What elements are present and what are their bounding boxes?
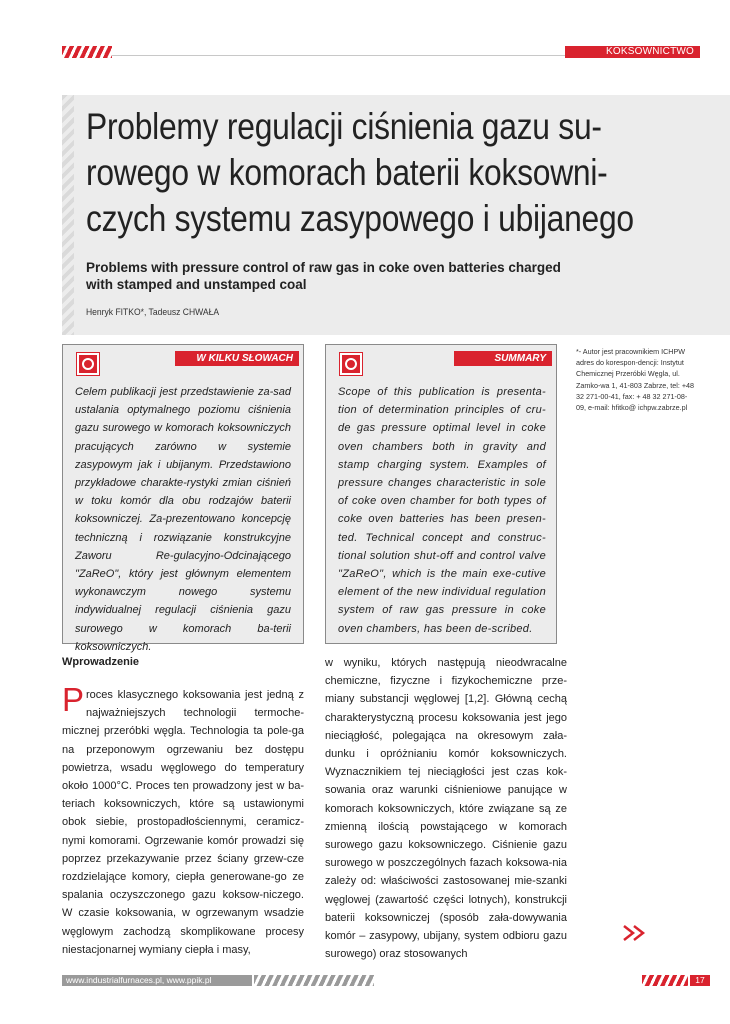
body-column-2: [325, 654, 567, 963]
journal-logo-icon: [77, 353, 99, 375]
section-tag: KOKSOWNICTWO: [565, 46, 700, 58]
title-band-stripes: [62, 95, 74, 335]
abstract-pl-text: Celem publikacji jest przedstawienie za-sad ustalania optymalnego poziomu ciśnienia gazu surowego w komorach koksowniczych pracujących zarówno w systemie zasypowym jak i ubijanym. Przedstawiono przykładowe charakte-rystyki zmian ciśnień w toku komór dla obu rodzajów baterii koksowniczej. Za-prezentowano koncepcję techniczną i rozwiązanie konstrukcyjne Zaworu Re-gulacyjno-Odcinającego "ZaReO", który jest głównym elementem wykonawczym nowego systemu indywidualnej regulacji ciśnienia gazu surowego w komorach ba-terii koksowniczych.: [75, 386, 291, 653]
title-line-2: rowego w komorach baterii koksowni-: [86, 152, 608, 193]
article-subtitle: [86, 259, 606, 293]
footer-hatch-decoration: [254, 975, 374, 986]
title-line-3: czych systemu zasypowego i ubijanego: [86, 198, 634, 239]
abstract-pl-heading: W KILKU SŁOWACH: [175, 351, 299, 366]
continue-arrow-icon: [622, 924, 650, 942]
footer-red-hatch-decoration: [642, 975, 688, 986]
abstract-en-text: Scope of this publication is presenta-tion of determination principles of cru-de gas pressure optimal level in coke oven chambers both in gravity and stamp charging system. Examples of pressure changes characteristic in sole of coke oven chamber for both types of coke oven batteries has been presen-ted. Technical concept and construc-tional solution shut-off and control valve "ZaReO", which is the main exe-cutive element of the new individual regulation system of raw gas pressure in coke oven chambers, has been de-scribed.: [338, 386, 546, 635]
authors: Henryk FITKO*, Tadeusz CHWAŁA: [86, 307, 220, 318]
journal-logo-icon: [340, 353, 362, 375]
header-hatch-decoration: [62, 46, 112, 58]
subtitle-line-2: with stamped and unstamped coal: [86, 277, 307, 292]
drop-cap: P: [62, 681, 85, 718]
body-column-2-text: w wyniku, których następują nieodwracalne chemiczne, fizyczne i fizykochemiczne prze-miany substancji węglowej [1,2]. Główną cechą charakterystyczną procesu koksowania jest jego nieciągłość, polegająca na okresowym zała-dunku i opróżnianiu komór koksowniczych. Wyznacznikiem tej nieciągłości jest czas kok-sowania oraz warunki ciśnieniowe panujące w komorach koksowniczych, które związane są ze zmienną ilością powstającego w komorach surowego gazu koksowniczego. Ciśnienie gazu surowego w poszczególnych fazach koksowa-nia zależy od: właściwości zastosowanej mie-szanki węglowej (zawartość części lotnych), konstrukcji baterii koksowniczej (sposób zała-dowywania komór – zasypowy, ubijany, system odbioru gazu surowego) oraz stosowanych: [325, 657, 567, 961]
body-column-1-text: roces klasycznego koksowania jest jedną z najważniejszych technologii termoche-micznej przeróbki węgla. Technologia ta pole-ga na przeponowym ogrzewaniu bez dostępu powietrza, wsadu węglowego do temperatury około 1000°C. Proces ten prowadzony jest w ba-teriach koksowniczych, które są ustawionymi obok siebie, prostopadłościennymi, ceramicz-nymi komorami. Ogrzewanie komór prowadzi się poprzez przekazywanie przez ściany grzew-cze rozdzielające komory, ciepła generowane-go ze spalania oczyszczonego gazu koksow-niczego. W czasie koksowania, w ogrzewanym wsadzie węglowym zachodzą skomplikowane procesy niestacjonarnej wymiany ciepła i masy,: [62, 689, 304, 956]
footer-urls[interactable]: www.industrialfurnaces.pl, www.ppik.pl: [66, 975, 212, 985]
page-number: 17: [695, 975, 705, 985]
abstract-en-box: [325, 344, 557, 644]
subtitle-line-1: Problems with pressure control of raw gas in coke oven batteries charged: [86, 260, 561, 275]
abstract-en-heading: SUMMARY: [454, 351, 552, 366]
section-heading: Wprowadzenie: [62, 656, 140, 668]
abstract-pl-box: [62, 344, 304, 653]
author-footnote: *- Autor jest pracownikiem ICHPW adres do korespon-dencji: Instytut Chemicznej Przeróbki Węgla, ul. Zamko-wa 1, 41-803 Zabrze, tel: +48 32 271-00-41, fax: + 48 32 271-08-09, e-mail: hfitko@ ichpw.zabrze.pl: [576, 347, 695, 413]
title-line-1: Problemy regulacji ciśnienia gazu su-: [86, 106, 602, 147]
body-column-1: [62, 681, 304, 959]
article-title-lines: [86, 104, 688, 242]
